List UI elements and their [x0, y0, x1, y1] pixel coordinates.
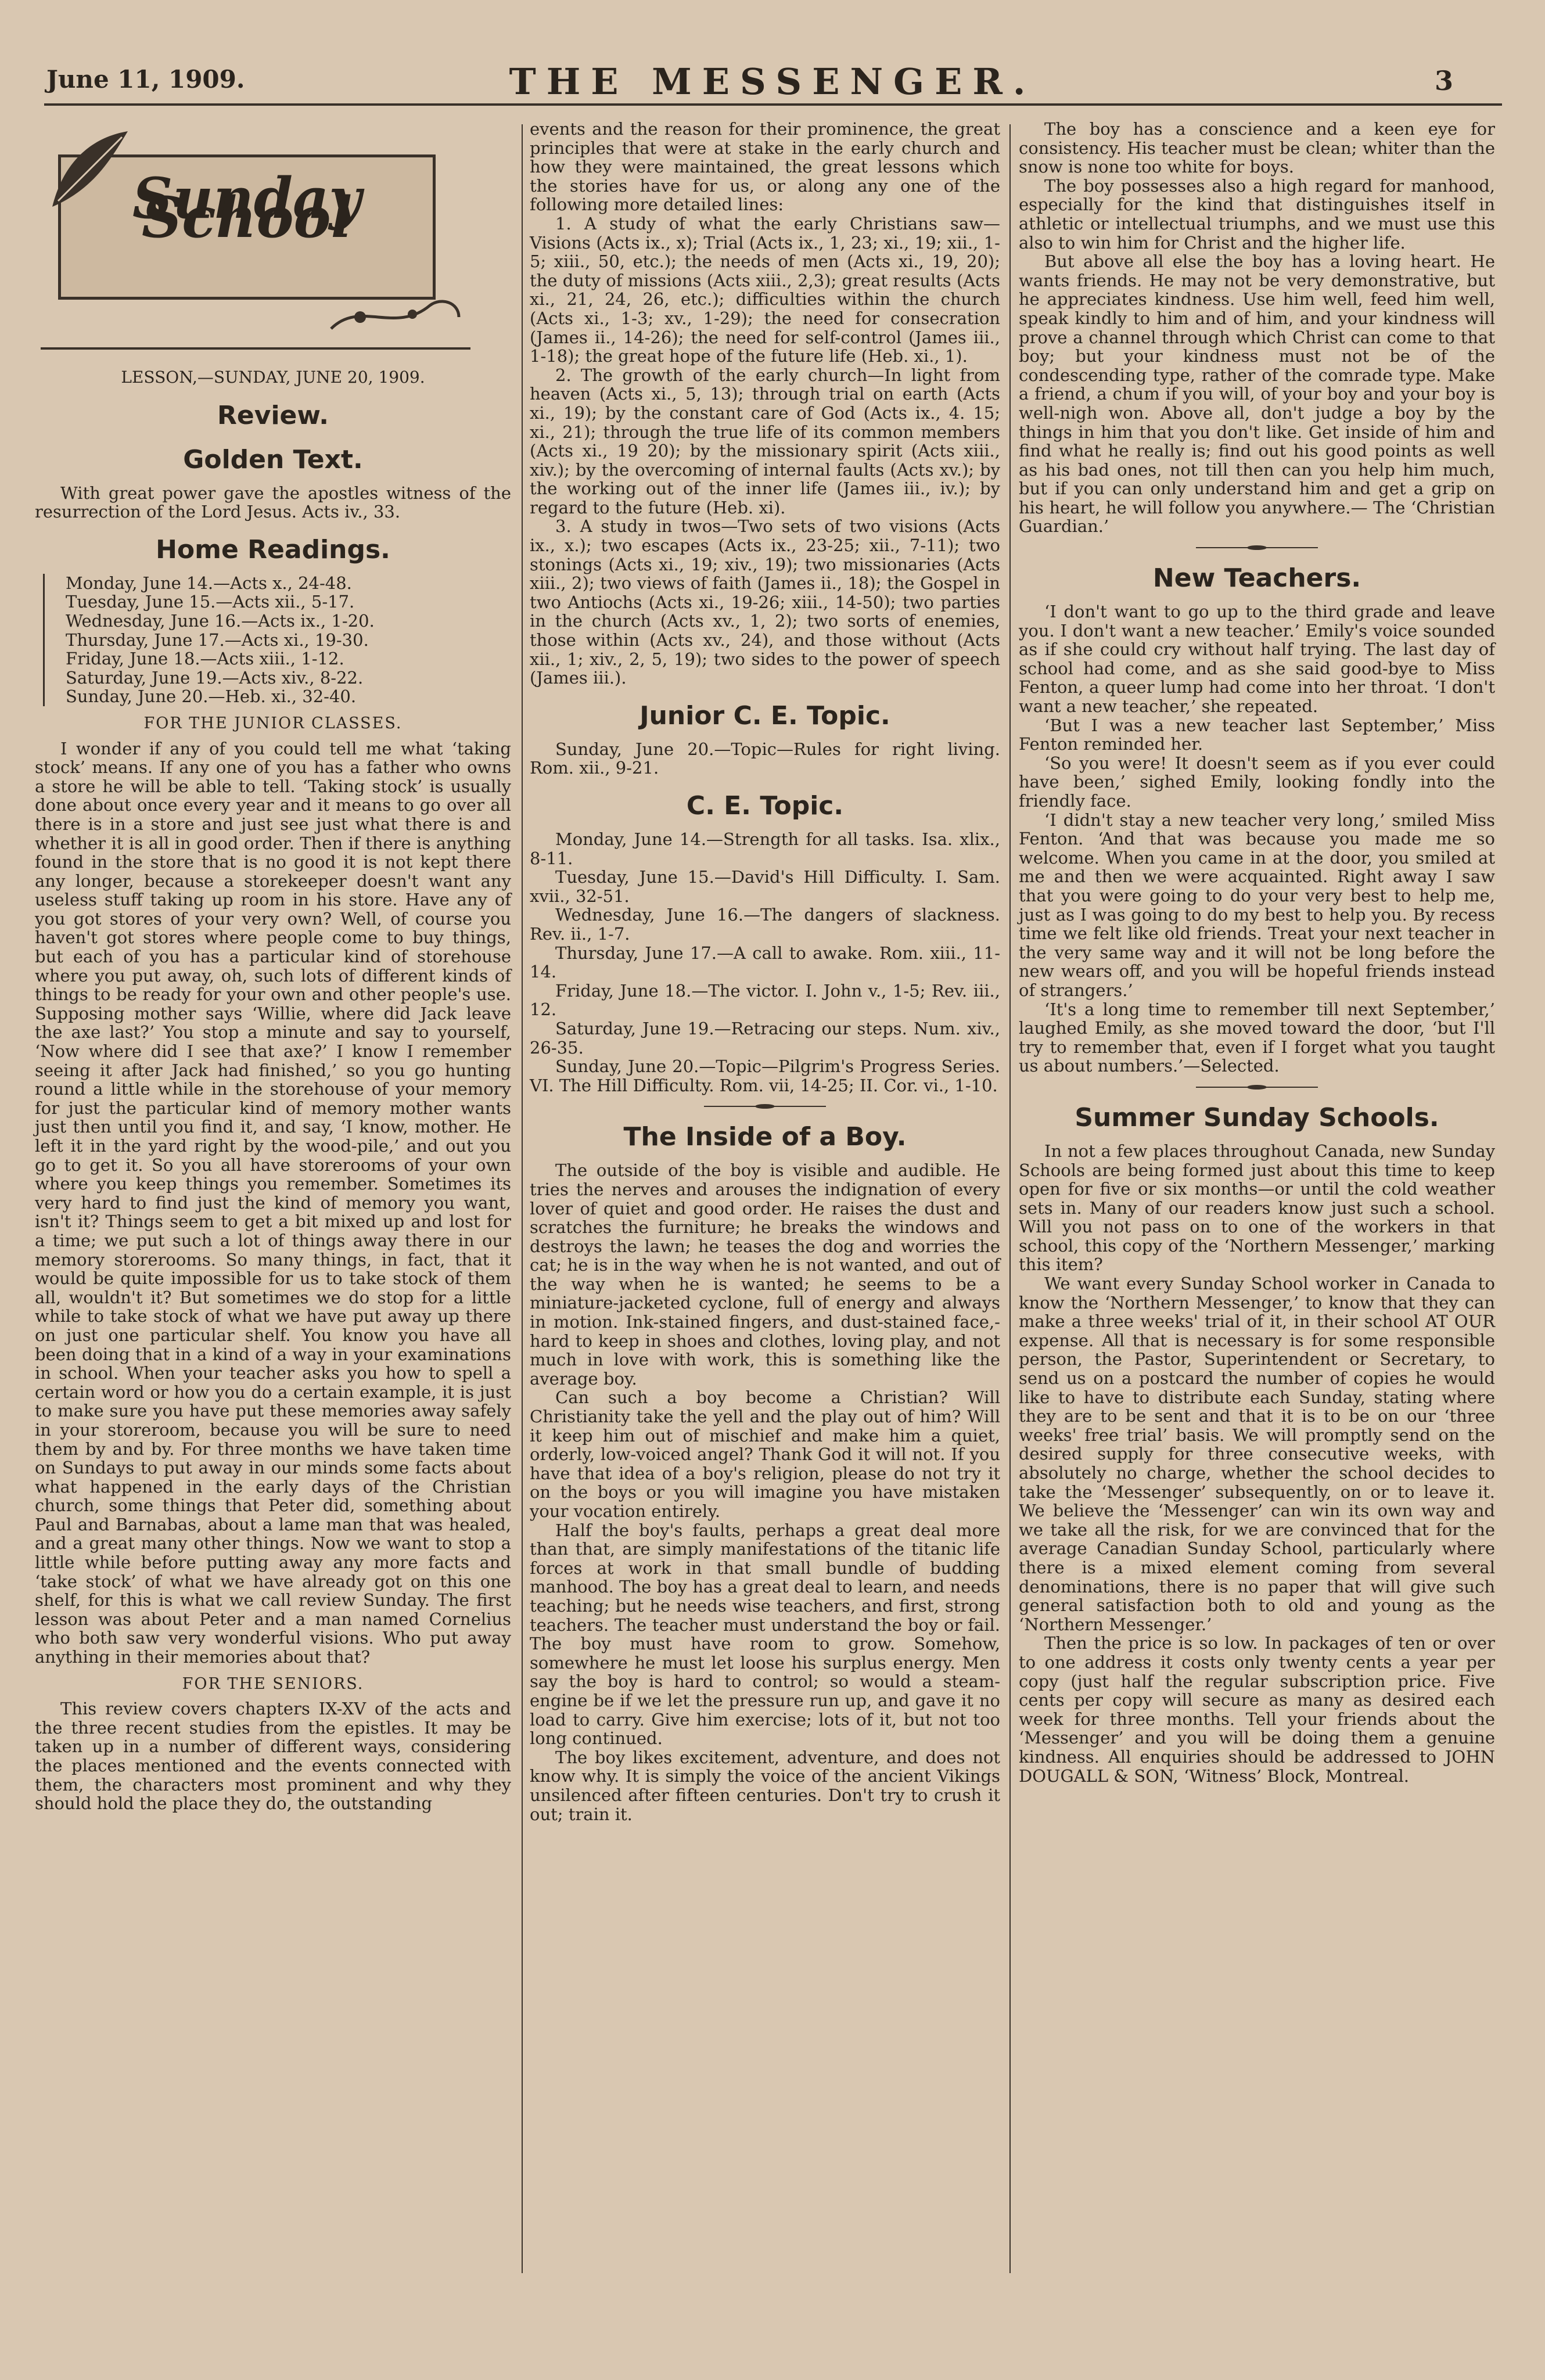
summer-paragraph: We want every Sunday School worker in Canada to know the ‘Northern Messenger,’ to know that they can make a three weeks' trial of it, in their school AT OUR expense. All that is necessary is for some responsible person, the Pastor, Superintendent or Secretary, to send us on a postcard the number of copies he would like to have to distribute each Sunday, stating where they are to be sent and that it is to be on our ‘three weeks' free trial’ basis. We will promptly send on the desired supply for three consecutive weeks, with absolutely no charge, whether the school decides to take the ‘Messenger’ subsequently, on or to leave it. We believe the ‘Messenger’ can win its own way and we take all the risk, for we are convinced that for the average Canadian Sunday School, particularly where there is a mixed element coming from several denominations, there is no paper that will give such general satisfaction both to old and young as the ‘Northern Messenger.’ — [1019, 1274, 1495, 1634]
reading-item: Thursday, June 17.—Acts xi., 19-30. — [43, 631, 511, 650]
column-2 — [530, 120, 1000, 1824]
newspaper-title: THE MESSENGER. — [509, 60, 1036, 103]
inside-of-a-boy-heading: The Inside of a Boy. — [623, 1122, 907, 1152]
ce-item: Thursday, June 17.—A call to awake. Rom. xiii., 11-14. — [530, 943, 1000, 982]
summer-schools-heading: Summer Sunday Schools. — [1075, 1102, 1439, 1133]
sunday-school-logo — [35, 120, 476, 364]
summer-paragraph: In not a few places throughout Canada, new Sunday Schools are being formed just about this time to keep open for five or six months—or until the cold weather sets in. Many of our readers know just such a school. Will you not pass on to one of the workers in that school, this copy of the ‘Northern Messenger,’ marking this item? — [1019, 1141, 1495, 1275]
ce-item: Wednesday, June 16.—The dangers of slackness. Rev. ii., 1-7. — [530, 905, 1000, 944]
section-separator — [1196, 1085, 1318, 1090]
summer-paragraph: Then the price is so low. In packages of ten or over to one address it costs only twenty cents a year per copy (just half the regular subscription price. Five cents per copy will secure as many as desired each week for three months. Tell your friends about the ‘Messenger’ and you will be doing them a genuine kindness. All enquiries should be addressed to JOHN DOUGALL & SON, ‘Witness’ Block, Montreal. — [1019, 1633, 1495, 1786]
scroll-ornament-icon — [325, 294, 465, 340]
section-separator — [704, 1104, 826, 1109]
review-heading: Review. — [217, 400, 329, 430]
golden-text-heading: Golden Text. — [183, 444, 363, 474]
seniors-text: This review covers chapters IX-XV of the acts and the three recent studies from the epistles. It may be taken up in a number of different ways, considering the places mentioned and the events connected with them, the characters most prominent and why they should hold the place they do, the outstanding — [35, 1699, 511, 1814]
column-rule — [522, 124, 523, 2273]
seniors-heading: FOR THE SENIORS. — [182, 1674, 364, 1693]
teachers-paragraph: ‘I don't want to go up to the third grade and leave you. I don't want a new teacher.’ Emily's voice sounded as if she could cry without half trying. The last day of school had come, and as she said good-bye to Miss Fenton, a queer lump had come into her throat. ‘I don't want a new teacher,’ she repeated. — [1019, 602, 1495, 717]
lesson-heading: LESSON,—SUNDAY, JUNE 20, 1909. — [121, 368, 425, 387]
study-point-2: 2. The growth of the early church—In light from heaven (Acts xi., 5, 13); through trial on earth (Acts xi., 19); by the constant care of God (Acts ix., 4. 15; xi., 21); through the true life of its common members (Acts xi., 19 20); by the missionary spirit (Acts xiii., xiv.); by the overcoming of internal faults (Acts xv.); by the working out of the inner life (James iii., iv.); by regard to the future (Heb. xi). — [530, 365, 1000, 517]
teachers-paragraph: ‘It's a long time to remember till next September,’ laughed Emily, as she moved toward the door, ‘but I'll try to remember that, even if I forget what you taught us about numbers.’—Selected. — [1019, 999, 1495, 1076]
section-separator — [1196, 545, 1318, 550]
teachers-paragraph: ‘So you were! It doesn't seem as if you ever could have been,’ sighed Emily, looking fondly into the friendly face. — [1019, 753, 1495, 811]
ce-topic-heading: C. E. Topic. — [686, 791, 844, 821]
study-point-1: 1. A study of what the early Christians saw—Visions (Acts ix., x); Trial (Acts ix., 1, 23; xi., 19; xii., 1-5; xiii., 50, etc.); the needs of men (Acts xi., 19, 20); the duty of missions (Acts xiii., 2,3); great results (Acts xi., 21, 24, 26, etc.); difficulties within the church (Acts xi., 1-3; xv., 1-29); the need for consecration (James ii., 14-26); the need for self-control (James iii., 1-18); the great hope of the future life (Heb. xi., 1). — [530, 213, 1000, 366]
reading-item: Sunday, June 20.—Heb. xi., 32-40. — [43, 687, 511, 706]
home-readings-heading: Home Readings. — [156, 534, 390, 565]
logo-text: Sunday School — [132, 166, 362, 250]
teachers-paragraph: ‘I didn't stay a new teacher very long,’ smiled Miss Fenton. ‘And that was because you made me so welcome. When you came in at the door, you smiled at me and then we were acquainted. Right away I saw that you were going to do your very best to help me, just as I was going to do my best to help you. By recess time we felt like old friends. Treat your next teacher in the very same way and it will not be long before the new wears off, and you will be hopeful friends instead of strangers.’ — [1019, 810, 1495, 1000]
logo-underline — [41, 347, 470, 350]
new-teachers-heading: New Teachers. — [1152, 563, 1361, 594]
reading-item: Monday, June 14.—Acts x., 24-48. — [43, 574, 511, 593]
reading-item: Tuesday, June 15.—Acts xii., 5-17. — [43, 592, 511, 612]
ce-item: Saturday, June 19.—Retracing our steps. Num. xiv., 26-35. — [530, 1018, 1000, 1058]
masthead-rule — [44, 103, 1502, 106]
boy-paragraph: Can such a boy become a Christian? Will Christianity take the yell and the play out of him? Will it keep him out of mischief and make him a quiet, orderly, low-voiced angel? Thank God it will not. If you have that idea of a boy's religion, please do not try it on the boys or you will imagine you have mistaken your vocation entirely. — [530, 1387, 1000, 1521]
boy-paragraph: The boy likes excitement, adventure, and does not know why. It is simply the voice of the ancient Vikings unsilenced after fifteen centuries. Don't try to crush it out; train it. — [530, 1747, 1000, 1824]
study-point-3: 3. A study in twos—Two sets of two visions (Acts ix., x.); two escapes (Acts ix., 23-25; xii., 7-11); two stonings (Acts xi., 19; xiv., 19); two missionaries (Acts xiii., 2); two views of faith (James ii., 18); the Gospel in two Antiochs (Acts xi., 19-26; xiii., 14-50); two parties in the church (Acts xv., 1, 2); two sorts of enemies, those within (Acts xv., 24), and those without (Acts xii., 1; xiv., 2, 5, 19); two sides to the power of speech (James iii.). — [530, 516, 1000, 688]
column-rule — [1009, 124, 1011, 2273]
junior-classes-heading: FOR THE JUNIOR CLASSES. — [143, 714, 403, 732]
reading-item: Friday, June 18.—Acts xiii., 1-12. — [43, 649, 511, 668]
reading-item: Wednesday, June 16.—Acts ix., 1-20. — [43, 612, 511, 631]
junior-ce-text: Sunday, June 20.—Topic—Rules for right living. Rom. xii., 9-21. — [530, 739, 1000, 778]
seniors-continued: events and the reason for their prominence, the great principles that were at stake in the early church and how they were maintained, the great lessons which the stories have for us, or along any one of the following more detailed lines: — [530, 119, 1000, 215]
reading-item: Saturday, June 19.—Acts xiv., 8-22. — [43, 668, 511, 688]
ce-item: Sunday, June 20.—Topic—Pilgrim's Progress Series. VI. The Hill Difficulty. Rom. vii, 14-25; II. Cor. vi., 1-10. — [530, 1056, 1000, 1095]
boy-paragraph: The boy has a conscience and a keen eye for consistency. His teacher must be clean; whiter than the snow is none too white for boys. — [1019, 119, 1495, 177]
boy-paragraph: But above all else the boy has a loving heart. He wants friends. He may not be very demonstrative, but he appreciates kindness. Use him well, feed him well, speak kindly to him and of him, and your kindness will prove a channel through which Christ can come to that boy; but your kindness must not be of the condescending type, rather of the comrade type. Make a friend, a chum if you will, of your boy and your boy is well-nigh won. Above all, don't judge a boy by the things in him that you don't like. Get inside of him and find what he really is; find out his good points as well as his bad ones, not till then can you help him much, but if you can only understand him and get a grip on his heart, he will follow you anywhere.— The ‘Christian Guardian.’ — [1019, 251, 1495, 537]
teachers-paragraph: ‘But I was a new teacher last September,’ Miss Fenton reminded her. — [1019, 715, 1495, 754]
boy-paragraph: Half the boy's faults, perhaps a great deal more than that, are simply manifestations of the titanic life forces at work in that small bundle of budding manhood. The boy has a great deal to learn, and needs teaching; but he needs wise teachers, and first, strong teachers. The teacher must understand the boy or fail. The boy must have room to grow. Somehow, somewhere he must let loose his surplus energy. Men say the boy is hard to control; so would a steam-engine be if we let the pressure run up, and gave it no load to carry. Give him exercise; lots of it, but not too long continued. — [530, 1520, 1000, 1749]
boy-paragraph: The outside of the boy is visible and audible. He tries the nerves and arouses the indignation of every lover of quiet and good order. He raises the dust and scratches the furniture; he breaks the windows and destroys the lawn; he teases the dog and worries the cat; he is in the way when he is not wanted, and out of the way when he is wanted; he seems to be a miniature-jacketed cyclone, full of energy and always in motion. Ink-stained fingers, and dust-stained face,-hard to keep in shoes and clothes, loving play, and not much in love with work, this is something like the average boy. — [530, 1160, 1000, 1389]
ce-item: Friday, June 18.—The victor. I. John v., 1-5; Rev. iii., 12. — [530, 980, 1000, 1020]
golden-text: With great power gave the apostles witness of the resurrection of the Lord Jesus. Acts iv., 33. — [35, 483, 511, 522]
column-3 — [1019, 120, 1495, 1785]
page-number: 3 — [1435, 65, 1454, 96]
junior-ce-heading: Junior C. E. Topic. — [639, 700, 890, 731]
ce-item: Tuesday, June 15.—David's Hill Difficulty. I. Sam. xvii., 32-51. — [530, 867, 1000, 906]
boy-paragraph: The boy possesses also a high regard for manhood, especially for the kind that distinguishes itself in athletic or intellectual triumphs, and we must use this also to win him for Christ and the higher life. — [1019, 175, 1495, 253]
column-1 — [35, 120, 511, 1813]
issue-date: June 11, 1909. — [46, 65, 245, 94]
junior-classes-text: I wonder if any of you could tell me what ‘taking stock’ means. If any one of you has a father who owns a store he will be able to tell. ‘Taking stock’ is usually done about once every year and it means to go over all there is in a store and just see just what there is and whether it is all in good order. Then if there is anything found in the store that is no good it is not kept there any longer, because a storekeeper doesn't want any useless stuff taking up room in his store. Have any of you got stores of your very own? Well, of course you haven't got stores where people come to buy things, but each of you has a particular kind of storehouse where you put away, oh, such lots of different kinds of things to be ready for your own and other people's use. Supposing mother says ‘Willie, where did Jack leave the axe last?’ You stop a minute and say to yourself, ‘Now where did I see that axe?’ I know I remember seeing it after Jack had finished,’ so you go hunting round a little while in the storehouse of your memory for just the particular kind of memory mother wants just then until you find it, and say, ‘I know, mother. He left it in the yard right by the wood-pile,’ and out you go to get it. So you all have storerooms of your own where you keep things you remember. Sometimes its very hard to find just the kind of memory you want, isn't it? Things seem to get a bit mixed up and lost for a time; we put such a lot of things away there in our memory storerooms. So many things, in fact, that it would be quite impossible for us to take stock of them all, wouldn't it? But sometimes we do stop for a little while to take stock of what we have put away up there on just one particular shelf. You know you have all been doing that in a kind of a way in your examinations in school. When your teacher asks you how to spell a certain word or how you do a certain example, it is just to make sure you have put these memories away safely in your storeroom, because you will be sure to need them by and by. For three months we have taken time on Sundays to put away in our minds some facts about what happened in the early days of the Christian church, some things that Peter did, something about Paul and Barnabas, about a lame man that was healed, and a great many other things. Now we want to stop a little while before putting away any more facts and ‘take stock’ of what we have already got on this one shelf, for this is what we call review Sunday. The first lesson was about Peter and a man named Cornelius who both saw very wonderful visions. Who put away anything in their memories about that? — [35, 738, 511, 1667]
ce-item: Monday, June 14.—Strength for all tasks. Isa. xlix., 8-11. — [530, 829, 1000, 868]
